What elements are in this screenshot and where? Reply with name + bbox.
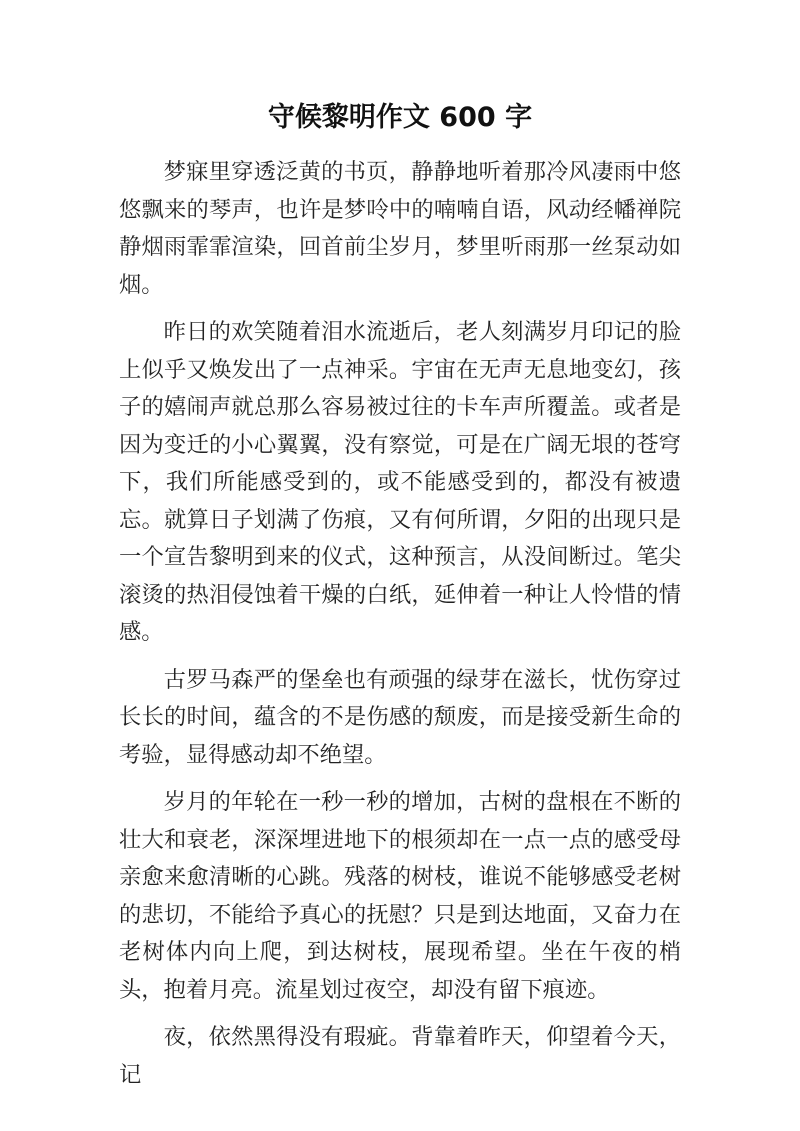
paragraph: 岁月的年轮在一秒一秒的增加，古树的盘根在不断的壮大和衰老，深深埋进地下的根须却在一点一点的感受母亲愈来愈清晰的心跳。残落的树枝，谁说不能够感受老树的悲切，不能给予真心的抚慰？只是到达地面，又奋力在老树体内向上爬，到达树枝，展现希望。坐在午夜的梢头，抱着月亮。流星划过夜空，却没有留下痕迹。 xyxy=(119,789,681,1003)
paragraph: 古罗马森严的堡垒也有顽强的绿芽在滋长，忧伤穿过长长的时间，蕴含的不是伤感的颓废，而是接受新生命的考验，显得感动却不绝望。 xyxy=(119,666,681,768)
paragraph: 梦寐里穿透泛黄的书页，静静地听着那冷风凄雨中悠悠飘来的琴声，也许是梦呤中的喃喃自语，风动经幡禅院静烟雨霏霏渲染，回首前尘岁月，梦里听雨那一丝泵动如烟。 xyxy=(119,159,681,298)
paragraph: 昨日的欢笑随着泪水流逝后，老人刻满岁月印记的脸上似乎又焕发出了一点神采。宇宙在无声无息地变幻，孩子的嬉闹声就总那么容易被过往的卡车声所覆盖。或者是因为变迁的小心翼翼，没有察觉，可是在广阔无垠的苍穹下，我们所能感受到的，或不能感受到的，都没有被遗忘。就算日子划满了伤痕，又有何所谓，夕阳的出现只是一个宣告黎明到来的仪式，这种预言，从没间断过。笔尖滚烫的热泪侵蚀着干燥的白纸，延伸着一种让人怜惜的情感。 xyxy=(119,319,681,645)
article-body xyxy=(119,154,681,1104)
paragraph: 夜，依然黑得没有瑕疵。背靠着昨天，仰望着今天，记 xyxy=(119,1024,681,1088)
page-title: 守候黎明作文 600 字 xyxy=(267,102,533,133)
